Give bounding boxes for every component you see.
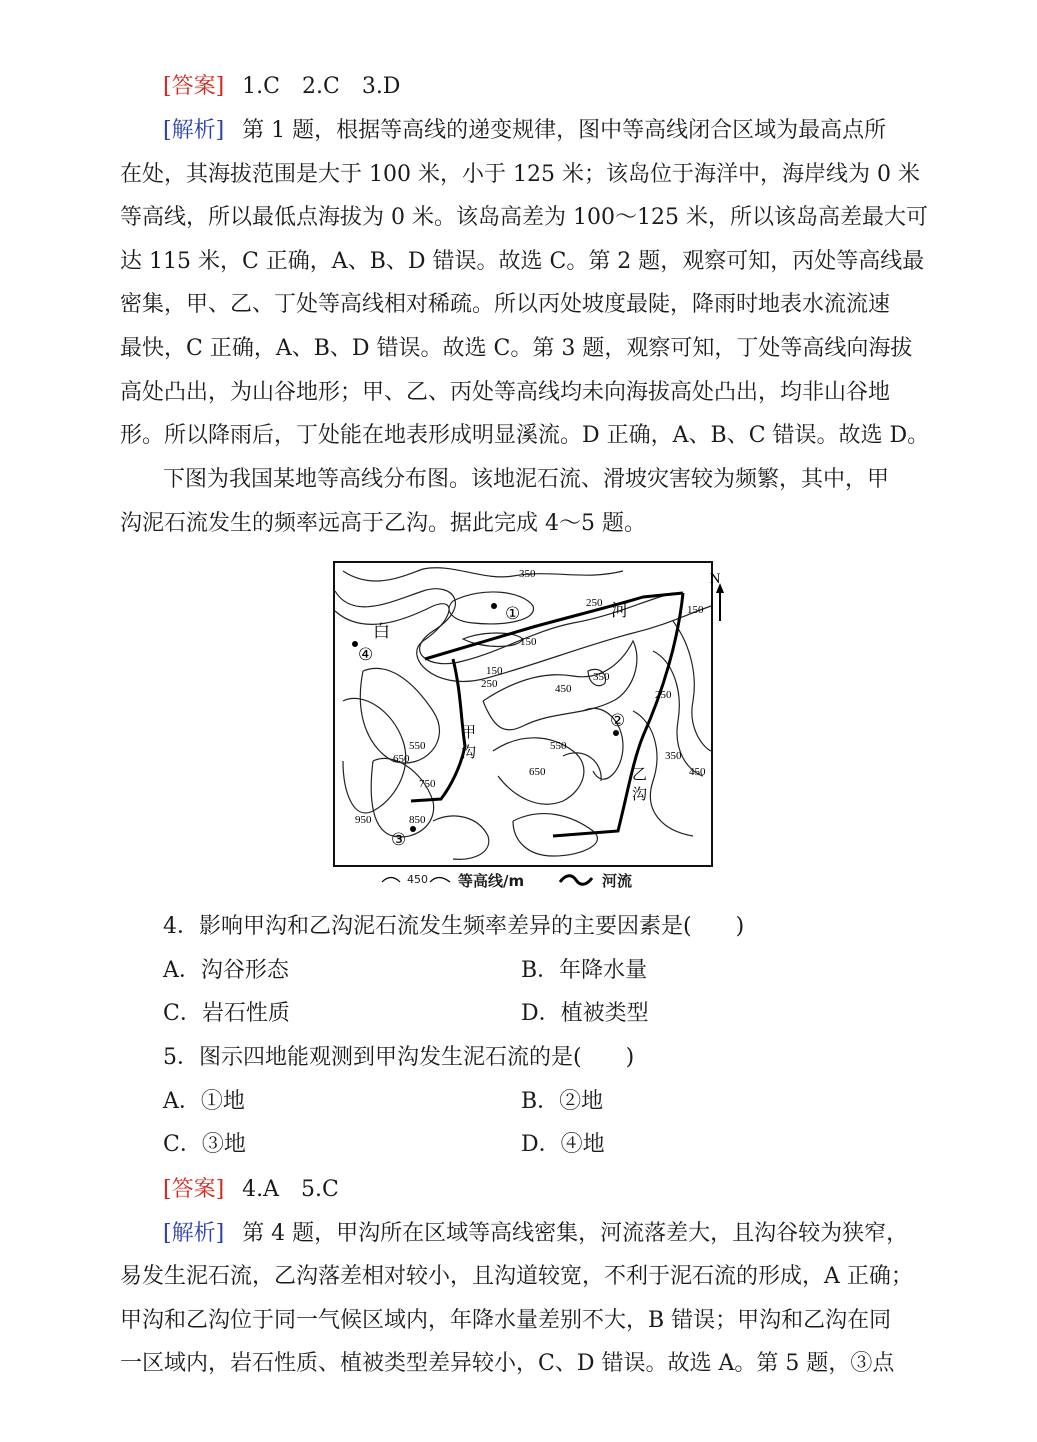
question-5-stem: 5．图示四地能观测到甲沟发生泥石流的是( )	[163, 1045, 635, 1070]
map-frame	[334, 562, 712, 866]
intro-line: 下图为我国某地等高线分布图。该地泥石流、滑坡灾害较为频繁，其中，甲	[163, 467, 890, 492]
answer-tag: [答案]	[163, 1177, 225, 1202]
q5-option-c[interactable]: C．③地	[163, 1132, 246, 1157]
map-legend	[380, 868, 680, 892]
legend-contour-left	[382, 878, 400, 883]
point-2-dot	[613, 730, 619, 736]
contour-value: 550	[409, 740, 426, 752]
analysis-line: [解析] 第 4 题，甲沟所在区域等高线密集，河流落差大，且沟谷较为狭窄，	[163, 1221, 909, 1246]
analysis-line: 密集，甲、乙、丁处等高线相对稀疏。所以丙处坡度最陡，降雨时地表水流流速	[120, 292, 891, 317]
q5-option-d[interactable]: D．④地	[521, 1132, 605, 1157]
contour-value: 350	[593, 671, 610, 683]
label-yi-gou: 沟	[632, 787, 648, 803]
answer-text: 4.A 5.C	[242, 1177, 339, 1202]
contour-value: 650	[393, 753, 410, 765]
answer-text: 1.C 2.C 3.D	[242, 74, 401, 99]
label-jia-gou: 沟	[461, 745, 477, 761]
analysis-line: 在处，其海拔范围是大于 100 米，小于 125 米；该岛位于海洋中，海岸线为 0 米	[120, 162, 920, 187]
point-2-label: ②	[610, 711, 626, 730]
contour-value: 150	[486, 665, 503, 677]
answer-line-1	[163, 72, 953, 102]
contour-value: 150	[520, 636, 537, 648]
analysis-line: 一区域内，岩石性质、植被类型差异较小，C、D 错误。故选 A。第 5 题，③点	[120, 1351, 895, 1376]
contour-value: 550	[550, 740, 567, 752]
contour-value: 650	[529, 766, 546, 778]
contour-value: 350	[519, 568, 536, 580]
point-3-label: ③	[391, 830, 407, 849]
analysis-line: 易发生泥石流，乙沟落差相对较小，且沟道较宽，不利于泥石流的形成，A 正确；	[120, 1264, 913, 1289]
contour-map-svg	[333, 561, 721, 867]
analysis-line: 最快，C 正确，A、B、D 错误。故选 C。第 3 题，观察可知，丁处等高线向海拔	[120, 336, 913, 361]
legend-river-label: 河流	[602, 872, 633, 890]
contour-value: 750	[419, 778, 436, 790]
answer-tag: [答案]	[163, 74, 225, 99]
contour-map	[333, 561, 721, 867]
analysis-line: 形。所以降雨后，丁处能在地表形成明显溪流。D 正确，A、B、C 错误。故选 D。	[120, 423, 930, 448]
north-label: N	[709, 571, 721, 587]
point-3-dot	[410, 826, 416, 832]
point-1-dot	[491, 603, 497, 609]
contour-value: 350	[665, 750, 682, 762]
q5-option-a[interactable]: A．①地	[163, 1089, 245, 1114]
label-white: 白	[373, 622, 390, 641]
q4-option-a[interactable]: A．沟谷形态	[163, 958, 289, 983]
q4-option-c[interactable]: C．岩石性质	[163, 1001, 290, 1026]
point-4-label: ④	[358, 645, 374, 664]
label-yi: 乙	[632, 767, 648, 783]
label-jia: 甲	[461, 725, 477, 741]
label-river: 河	[611, 601, 628, 620]
analysis-tag: [解析]	[163, 1221, 225, 1246]
north-arrow	[716, 583, 724, 621]
analysis-line: 达 115 米，C 正确，A、B、D 错误。故选 C。第 2 题，观察可知，丙处等高线最	[120, 249, 925, 274]
intro-line: 沟泥石流发生的频率远高于乙沟。据此完成 4～5 题。	[120, 511, 646, 536]
contour-value: 250	[481, 678, 498, 690]
analysis-line: 甲沟和乙沟位于同一气候区域内，年降水量差别不大，B 错误；甲沟和乙沟在同	[120, 1308, 892, 1333]
analysis-line: 高处凸出，为山谷地形；甲、乙、丙处等高线均未向海拔高处凸出，均非山谷地	[120, 380, 891, 405]
contour-value: 150	[687, 604, 704, 616]
contour-value: 250	[655, 689, 672, 701]
analysis-line: [解析] 第 1 题，根据等高线的递变规律，图中等高线闭合区域为最高点所	[163, 118, 887, 143]
contour-value: 850	[409, 814, 426, 826]
contour-value: 450	[689, 766, 706, 778]
analysis-tag: [解析]	[163, 118, 225, 143]
q5-option-b[interactable]: B．②地	[521, 1089, 604, 1114]
legend-contour-right	[430, 878, 450, 883]
answer-line-2	[163, 1175, 953, 1205]
analysis-line: 等高线，所以最低点海拔为 0 米。该岛高差为 100～125 米，所以该岛高差最大可	[120, 205, 928, 230]
contour-value: 950	[355, 814, 372, 826]
contour-value: 250	[586, 597, 603, 609]
question-4-stem: 4．影响甲沟和乙沟泥石流发生频率差异的主要因素是( )	[163, 914, 745, 939]
q4-option-d[interactable]: D．植被类型	[521, 1001, 649, 1026]
legend-contour-label: 等高线/m	[458, 872, 525, 890]
legend-value: 450	[407, 873, 428, 886]
q4-option-b[interactable]: B．年降水量	[521, 958, 648, 983]
contour-value: 450	[555, 683, 572, 695]
legend-river-symbol	[560, 876, 592, 885]
point-1-label: ①	[505, 604, 521, 623]
